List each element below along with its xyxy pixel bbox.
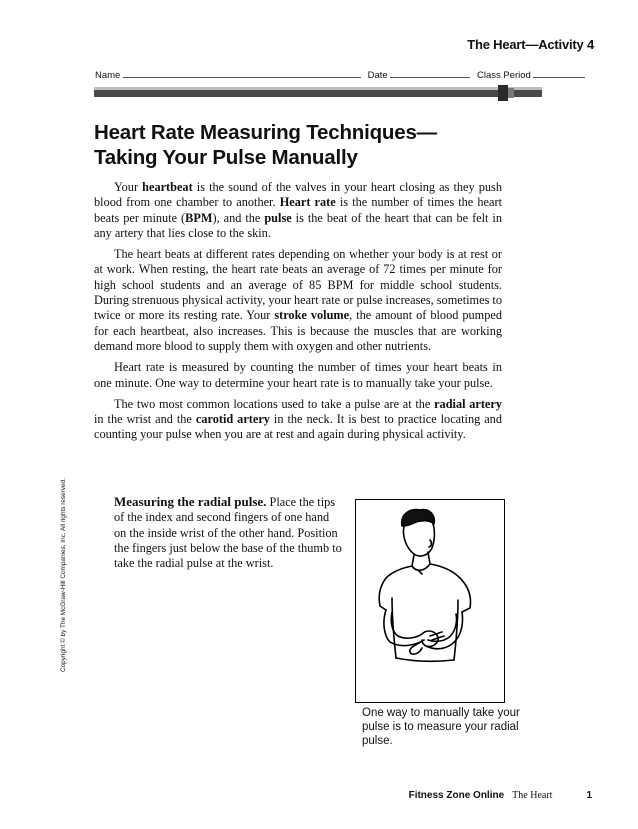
- page-number: 1: [586, 790, 592, 801]
- paragraph-heart-rates: The heart beats at different rates depending on whether your body is at rest or at work. When resting, the heart rate beats an average of 72 times per minute for high school students and an average of 85 BPM for middle school students. During strenuous physical activity, your heart rate or pulse increases, sometimes to twice or more its resting rate. Your stroke volume, the amount of blood pumped for each heartbeat, also increases. This is because the muscles that are working demand more blood to supply them with oxygen and other nutrients.: [94, 247, 502, 353]
- radial-pulse-text: Place the tips of the index and second fingers of one hand on the inside wrist of the other hand. Position the fingers just below the base of the thumb to take the radial pulse at the wrist.: [114, 495, 342, 571]
- figure-caption: One way to manually take your pulse is to measure your radial pulse.: [362, 707, 520, 747]
- person-taking-radial-pulse-illustration: [356, 500, 504, 702]
- class-period-label: Class Period: [476, 70, 531, 81]
- header-divider-bar: [94, 85, 542, 101]
- term-radial-artery: radial artery: [434, 396, 502, 411]
- date-field[interactable]: [390, 67, 470, 78]
- paragraph-locations: The two most common locations used to take a pulse are at the radial artery in the wrist and the carotid artery in the neck. It is best to practice locating and counting your pulse when you are at rest and again during physical activity.: [94, 396, 502, 442]
- radial-pulse-heading: Measuring the radial pulse.: [114, 494, 267, 509]
- copyright-notice: Copyright © by The McGraw-Hill Companies, Inc. All rights reserved.: [60, 478, 67, 672]
- term-pulse: pulse: [264, 210, 292, 225]
- term-heartbeat: heartbeat: [142, 180, 193, 194]
- term-stroke-volume: stroke volume: [274, 308, 350, 323]
- body-text: [94, 180, 502, 449]
- activity-title: The Heart—Activity 4: [467, 37, 594, 52]
- term-heart-rate: Heart rate: [279, 195, 336, 210]
- page-title-line-1: Heart Rate Measuring Techniques—: [94, 121, 437, 144]
- date-label: Date: [367, 70, 388, 81]
- student-info-line: [95, 67, 585, 81]
- page-footer: [409, 790, 592, 801]
- figure-frame: [355, 499, 505, 703]
- paragraph-heartbeat: Your heartbeat is the sound of the valves in your heart closing as they push blood from one chamber to another. Heart rate is the number of times the heart beats per minute (BPM), and the pulse is the beat of the heart that can be felt in any artery that lies close to the skin.: [94, 180, 502, 240]
- name-field[interactable]: [123, 67, 361, 78]
- term-carotid-artery: carotid artery: [195, 412, 270, 427]
- paragraph-measuring: Heart rate is measured by counting the number of times your heart beats in one minute. One way to determine your heart rate is to manually take your pulse.: [94, 360, 502, 390]
- name-label: Name: [95, 70, 121, 81]
- term-bpm: BPM: [185, 210, 213, 225]
- page-title-line-2: Taking Your Pulse Manually: [94, 146, 358, 169]
- footer-chapter: The Heart: [512, 790, 553, 801]
- page-title: [94, 120, 554, 170]
- footer-book-title: Fitness Zone Online: [408, 790, 505, 801]
- radial-pulse-instructions: [114, 494, 344, 571]
- class-period-field[interactable]: [533, 67, 585, 78]
